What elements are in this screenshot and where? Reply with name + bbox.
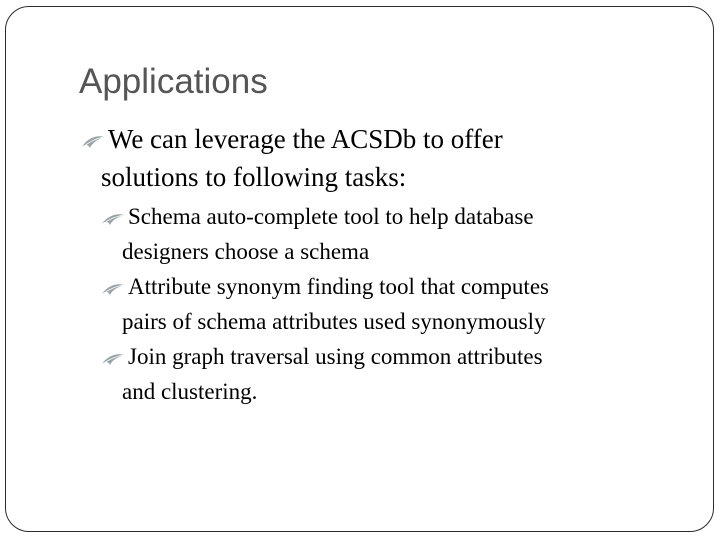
bullet-item [100, 199, 700, 269]
bullet-item [80, 120, 640, 196]
bullet-text: Schema auto-complete tool to help database [128, 204, 534, 229]
bullet-line [80, 120, 640, 158]
bullet-line: pairs of schema attributes used synonymously [122, 309, 546, 334]
bullet-line [100, 339, 700, 374]
bullet-text: We can leverage the ACSDb to offer [108, 124, 503, 154]
bullet-text: Join graph traversal using common attributes [128, 344, 543, 369]
leaf-bullet-icon [100, 282, 126, 296]
bullet-item [100, 339, 700, 409]
bullet-line: and clustering. [122, 379, 258, 404]
leaf-bullet-icon [100, 352, 126, 366]
slide-title: Applications [79, 62, 268, 101]
leaf-bullet-icon [100, 212, 126, 226]
bullet-line: designers choose a schema [122, 239, 370, 264]
bullet-line [100, 199, 700, 234]
bullet-item [100, 269, 700, 339]
bullet-line [100, 269, 700, 304]
leaf-bullet-icon [80, 134, 106, 150]
bullet-text: Attribute synonym finding tool that computes [128, 274, 549, 299]
bullet-line: solutions to following tasks: [101, 162, 407, 192]
